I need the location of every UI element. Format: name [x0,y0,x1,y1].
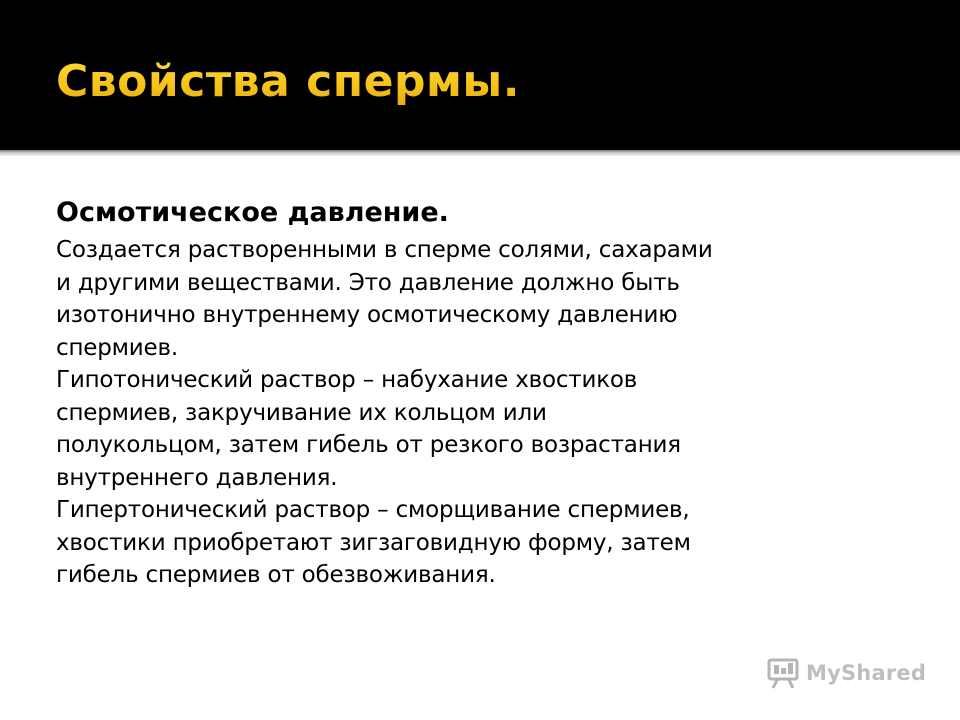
section-heading: Осмотическое давление. [56,197,449,228]
slide-body [56,192,936,592]
body-line: полукольцом, затем гибель от резкого возрастания [56,432,681,458]
body-line: Гипертонический раствор – сморщивание спермиев, [56,497,690,523]
slide-title: Свойства спермы. [56,50,520,114]
title-bar [0,0,960,150]
body-line: внутреннего давления. [56,464,338,491]
body-line: Создается растворенными в сперме солями, сахарами [56,237,713,263]
body-line: хвостики приобретают зигзаговидную форму, затем [56,529,691,556]
body-line: и другими веществами. Это давление должно быть [56,269,680,296]
presentation-board-icon [766,656,800,690]
watermark-text: MyShared [806,661,927,685]
body-line: Гипотонический раствор – набухание хвостиков [56,367,638,393]
body-line: гибель спермиев от обезвоживания. [56,562,496,588]
body-line: спермиев, закручивание их кольцом или [56,399,547,426]
watermark [766,655,926,691]
title-divider [0,150,960,156]
body-line: спермиев. [56,334,178,361]
body-line: изотонично внутреннему осмотическому давлению [56,302,678,328]
